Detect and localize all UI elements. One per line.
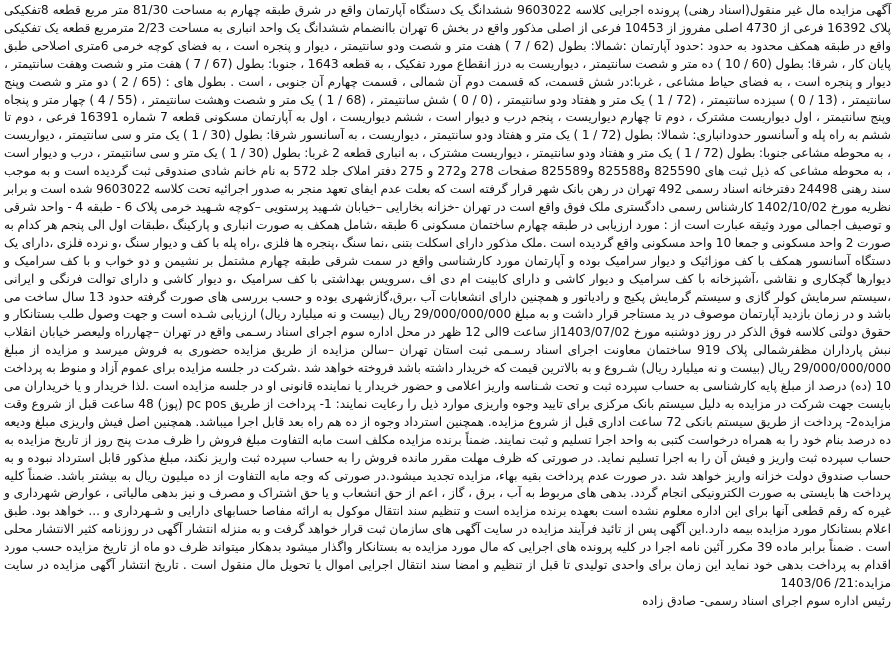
notice-signature: رئیس اداره سوم اجرای اسناد رسمی- صادق زاده	[642, 593, 891, 608]
auction-notice-body: آگهی مزایده مال غیر منقول(اسناد رهنی) پرونده اجرایی کلاسه 9603022 ششدانگ یک دستگاه آپارتمان واقع در شرق طبقه چهارم به مساحت 81/30 متر مربع قطعه 8تفکیکی پلاک 16392 فرعی از 4730 اصلی مفروز از 10453 فرعی از اصلی مذکور واقع در بخش 6 تهران باانضمام ششدانگ یک واحد انباری به مساحت 2/23 مترمربع قطعه یک تفکیکی واقع در طبقه همکف محدود به حدود :حدود آپارتمان :شمالا: بطول (62 / 7 ) هفت متر و شصت ودو سانتیمتر ، دیوار و پنجره است ، به فضای کوچه خرمی 6متری اصلاحی طبق پایان کار ، شرقا: بطول (60 / 10 ) ده متر و شصت سانتیمتر ، دیواریست به درز انقطاع مورد تفکیک ، به قطعه 1643 ، جنوبا: بطول (67 / 7 ) هفت متر و شصت وهفت سانتیمتر ، دیوار و پنجره است ، به فضای حیاط مشاعی ، غربا:در شش قسمت، که قسمت دوم آن شمالی ، قسمت چهارم آن جنوبی ، است . بطول های : (65 / 2 ) دو متر و شصت وپنج سانتیمتر ، (13 / 0 ) سیزده سانتیمتر ، (72 / 1 ) یک متر و هفتاد ودو سانتیمتر ، (0 / 0 ) شش سانتیمتر ، (68 / 1 ) یک متر و شصت وهشت سانتیمتر ، (55 / 4 ) چهار متر و پنجاه وپنج سانتیمتر ، اول دیواریست مشترک ، دوم تا چهارم دیواریست ، پنجم درب و دیوار است ، ششم دیواریست ، اول به آپارتمان مسکونی قطعه 7 شماره 16391 فرعی ، دوم تا ششم به راه پله و آسانسور حدودانباری: شمالا: بطول (72 / 1 ) یک متر و هفتاد ودو سانتیمتر ، دیواریست ، به آسانسور شرقا: بطول (30 / 1 ) یک متر و سی سانتیمتر ، دیواریست ، به محوطه مشاعی جنوبا: بطول (72 / 1 ) یک متر و هفتاد ودو سانتیمتر ، دیواریست مشترک ، به انباری قطعه 2 غربا: بطول (30 / 1 ) یک متر و سی سانتیمتر ، درب و دیوار است ، به محوطه مشاعی که ذیل ثبت های 825590 و825588 و825589 صفحات 278 و272 و 275 دفتر املاک جلد 572 به نام خانم شادی صندوقی ثبت گردیده است و به موجب سند رهنی 24498 دفترخانه اسناد رسمی 492 تهران در رهن بانک شهر قرار گرفته است که بعلت عدم ایفای تعهد منجر به صدور اجرائیه تحت کلاسه 9603022 شده است و برابر نظریه مورخ 1402/10/02 کارشناس رسمی دادگستری ملک فوق واقع است در تهران -خزانه بخارایی –خیابان شـهید پرستویی –کوچه شـهید خرمی پلاک 6 - طبقه 4 - واحد شرقی و توصیف اجمالی مورد وثیقه عبارت است از : مورد ارزیابی در طبقه چهارم ساختمان مسکونی 6 طبقه ،شامل همکف به صورت انباری و پارکینگ ،طبقات اول الی پنجم هر کدام به صورت 2 واحد مسکونی و جمعا 10 واحد مسکونی واقع گردیده است .ملک مذکور دارای اسکلت بتنی ،نما سنگ ،پنجره ها فلزی ،راه پله با کف و دیوار سنگ ،و نرده فلزی ،دارای یک دستگاه آسانسور همکف با کف موزائیک و دیوار سرامیک بوده و آپارتمان مورد کارشناسی واقع در سمت شرقی طبقه چهارم مشتمل بر نشیمن و دو خواب و با کف سرامیک و دیوارها گچکاری و نقاشی ،آشپزخانه با کف سرامیک و دیوار کاشی و دارای کابینت ام دی اف ،سرویس بهداشتی با کف سرامیک ،و دیوار کاشی و دارای توالت فرنگی و ایرانی ،سیستم سرمایش کولر گازی و سیستم گرمایش پکیج و رادیاتور و همچنین دارای انشعابات آب ،برق،گازشهری بوده و حسب بررسی های صورت گرفته حدود 13 سال ساخت می باشد و در زمان بازدید آپارتمان موصوف در ید مستاجر قرار داشت و به مبلغ 29/000/000/000 ریال (بیست و نه میلیارد ریال) ارزیابی شـده است و جهت وصول طلب بستانکار و حقوق دولتی کلاسه فوق الذکر در روز دوشنبه مورخ 1403/07/02از ساعت 9الی 12 ظهر در محل اداره سوم اجرای اسناد رسـمی واقع در تهران –چهارراه ولیعصر خیابان انقلاب نبش پارداران مظفرشمالی پلاک 919 ساختمان معاونت اجرای اسناد رسـمی ثبت استان تهران –سالن مزایده از طریق مزایده حضوری به فروش میرسد و مزایده از مبلغ 29/000/000/000 ریال (بیست و نه میلیارد ریال) شـروع و به بالاترین قیمت که خریدار داشته باشد فروخته خواهد شد .شرکت در جلسه مزایده برای عموم آزاد و منوط به پرداخت 10 (ده) درصد از مبلغ پایه کارشناسی به حساب سپرده ثبت و تحت شـناسه واریز اعلامی و حضور خریدار یا نماینده قانونی او در جلسه مزایده است .لذا خریدار و یا خریداران می بایست جهت شرکت در مزایده به دلیل سیستم بانک مرکزی برای تایید وجوه واریزی موارد ذیل را رعایت نمایند: 1- پرداخت از طریق pc pos (پوز) 48 ساعت قبل از شروع وقت مزایده2- پرداخت از طریق سیستم بانکی 72 ساعت اداری قبل از شروع مزایده. همچنین استرداد وجوه از ده هم راه بعد قابل اجرا میباشد. همچنین اصل فیش واریزی مبلغ ودیعه ده درصد بنام خود را به همراه درخواست کتبی به واحد اجرا تسلیم و ثبت نمایند. ضمناً برنده مزایده مکلف است مابه التفاوت مبلغ فروش را ظرف مدت پنج روز از تاریخ مزایده به حساب سپرده ثبت واریز و فیش آن را به اجرا تسلیم نماید. در صورتی که ظرف مهلت مقرر مانده فروش را به حساب سپرده ثبت واریز نکند، مبلغ مذکور قابل استرداد نبوده و به حساب صندوق دولت خزانه واریز خواهد شد .در صورت عدم پرداخت بقیه بهاء، مزایده تجدید میشود.در صورتی که وجه مابه التفاوت از ده میلیون ریال به بیشتر باشد. ضمناً کلیه پرداخت ها بایستی به صورت الکترونیکی انجام گردد. بدهی های مربوط به آب ، برق ، گاز ، اعم از حق انشعاب و یا حق اشتراک و مصرف و نیز بدهی مالیاتی ، عوارض شهرداری و غیره که رقم قطعی آنها برای این اداره معلوم نشده است بعهده برنده مزایده است و تنظیم سند انتقال موکول به ارائه مفاصا حسابهای دارایی و شـهرداری و ... خواهد بود. طبق اعلام بستانکار مورد مزایده بیمه دارد.این آگهی پس از تائید فرآیند مزایده در سایت آگهی های سازمان ثبت قرار خواهد گرفت و به منزله انتشار آگهی در روزنامه کثیر الانتشار محلی است . ضمناً برابر ماده 39 مکرر آئین نامه اجرا در کلیه پرونده های اجرایی که مال مورد مزایده به بستانکار واگذار میشود بدهکار میتواند ظرف دو ماه از تاریخ مزایده حسب مورد اقدام به پرداخت بدهی خود نماید این زمان برای واحدی تولیدی تا قبل از تنظیم و امضا سند انتقال اجرایی اموال یا تحویل مال منقول است . تاریخ انتشار آگهی مزایده در سایت مزایده:21/ 1403/06	[4, 3, 892, 590]
